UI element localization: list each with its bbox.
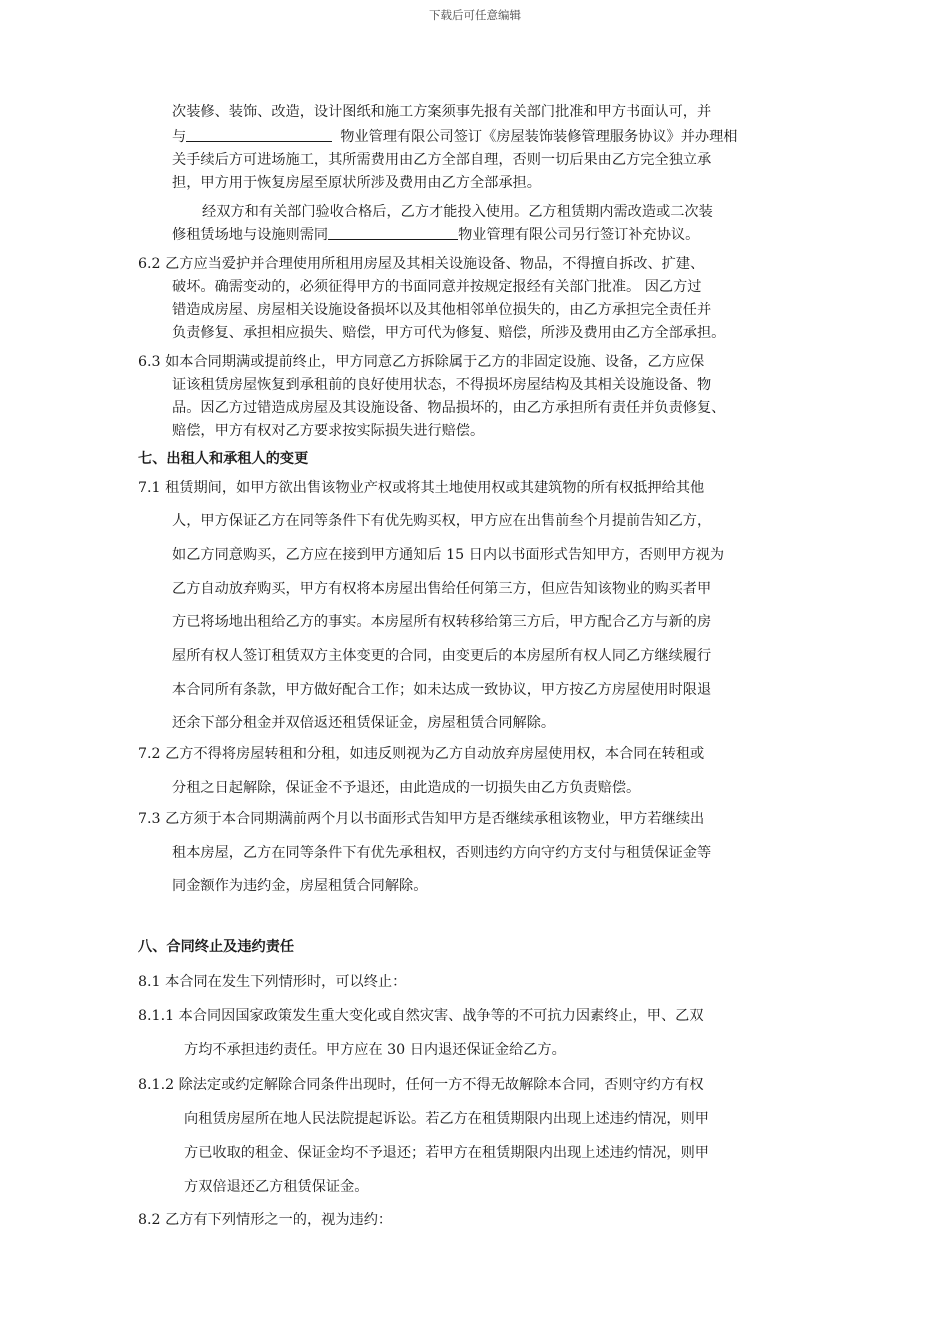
clause-line: 7.1 租赁期间，如甲方欲出售该物业产权或将其土地使用权或其建筑物的所有权抵押给其他 — [138, 480, 705, 496]
paragraph-line: 担，甲方用于恢复房屋至原状所涉及费用由乙方全部承担。 — [172, 175, 541, 191]
clause-line: 分租之日起解除，保证金不予退还，由此造成的一切损失由乙方负责赔偿。 — [172, 780, 641, 796]
clause-line: 方已收取的租金、保证金均不予退还；若甲方在租赁期限内出现上述违约情况，则甲 — [184, 1145, 709, 1161]
clause-line: 方双倍退还乙方租赁保证金。 — [184, 1179, 369, 1195]
paragraph-text: 与 — [172, 129, 187, 145]
paragraph-text: 物业管理有限公司签订《房屋装饰装修管理服务协议》并办理相 — [340, 129, 738, 145]
paragraph-text: 物业管理有限公司另行签订补充协议。 — [458, 227, 700, 243]
paragraph-line: 次装修、装饰、改造，设计图纸和施工方案须事先报有关部门批准和甲方书面认可，并 — [172, 104, 712, 120]
clause-line: 7.3 乙方须于本合同期满前两个月以书面形式告知甲方是否继续承租该物业，甲方若继续出 — [138, 811, 705, 827]
clause-line: 人，甲方保证乙方在同等条件下有优先购买权，甲方应在出售前叁个月提前告知乙方， — [172, 513, 712, 529]
clause-line: 品。因乙方过错造成房屋及其设施设备、物品损坏的，由乙方承担所有责任并负责修复、 — [172, 400, 726, 416]
clause-line: 方均不承担违约责任。甲方应在 30 日内退还保证金给乙方。 — [184, 1042, 566, 1058]
clause-line: 6.3 如本合同期满或提前终止，甲方同意乙方拆除属于乙方的非固定设施、设备，乙方应保 — [138, 354, 705, 370]
paragraph-text: 修租赁场地与设施则需同 — [172, 227, 329, 243]
section-heading: 七、出租人和承租人的变更 — [138, 451, 309, 467]
paragraph-line — [172, 225, 699, 245]
clause-line: 证该租赁房屋恢复到承租前的良好使用状态，不得损坏房屋结构及其相关设施设备、物 — [172, 377, 712, 393]
blank-field — [186, 127, 332, 142]
clause-line: 7.2 乙方不得将房屋转租和分租，如违反则视为乙方自动放弃房屋使用权，本合同在转租或 — [138, 746, 705, 762]
clause-line: 屋所有权人签订租赁双方主体变更的合同，由变更后的本房屋所有权人同乙方继续履行 — [172, 648, 712, 664]
clause-line: 同金额作为违约金，房屋租赁合同解除。 — [172, 878, 428, 894]
section-heading: 八、合同终止及违约责任 — [138, 939, 295, 955]
clause-line: 错造成房屋、房屋相关设施设备损坏以及其他相邻单位损失的，由乙方承担完全责任并 — [172, 302, 712, 318]
clause-line: 8.1.2 除法定或约定解除合同条件出现时，任何一方不得无故解除本合同，否则守约方有权 — [138, 1077, 704, 1093]
clause-line: 8.1 本合同在发生下列情形时，可以终止： — [138, 974, 407, 990]
clause-line: 还余下部分租金并双倍返还租赁保证金，房屋租赁合同解除。 — [172, 715, 556, 731]
clause-line: 向租赁房屋所在地人民法院提起诉讼。若乙方在租赁期限内出现上述违约情况，则甲 — [184, 1111, 709, 1127]
clause-line: 方已将场地出租给乙方的事实。本房屋所有权转移给第三方后，甲方配合乙方与新的房 — [172, 614, 712, 630]
clause-line: 8.2 乙方有下列情形之一的，视为违约： — [138, 1212, 393, 1228]
paragraph-line: 关手续后方可进场施工，其所需费用由乙方全部自理，否则一切后果由乙方完全独立承 — [172, 152, 712, 168]
clause-line: 如乙方同意购买，乙方应在接到甲方通知后 15 日内以书面形式告知甲方，否则甲方视为 — [172, 547, 725, 563]
clause-line: 租本房屋，乙方在同等条件下有优先承租权，否则违约方向守约方支付与租赁保证金等 — [172, 845, 712, 861]
blank-field — [328, 225, 458, 240]
clause-line: 乙方自动放弃购买，甲方有权将本房屋出售给任何第三方，但应告知该物业的购买者甲 — [172, 581, 712, 597]
clause-line: 本合同所有条款，甲方做好配合工作；如未达成一致协议，甲方按乙方房屋使用时限退 — [172, 682, 712, 698]
clause-line: 破坏。确需变动的，必须征得甲方的书面同意并按规定报经有关部门批准。 因乙方过 — [172, 279, 702, 295]
page-header: 下载后可任意编辑 — [429, 8, 521, 22]
paragraph-line: 经双方和有关部门验收合格后，乙方才能投入使用。乙方租赁期内需改造或二次装 — [202, 204, 713, 220]
clause-line: 赔偿，甲方有权对乙方要求按实际损失进行赔偿。 — [172, 423, 485, 439]
clause-line: 8.1.1 本合同因国家政策发生重大变化或自然灾害、战争等的不可抗力因素终止，甲、乙双 — [138, 1008, 704, 1024]
clause-line: 负责修复、承担相应损失、赔偿，甲方可代为修复、赔偿，所涉及费用由乙方全部承担。 — [172, 325, 726, 341]
paragraph-line — [172, 127, 737, 147]
clause-line: 6.2 乙方应当爱护并合理使用所租用房屋及其相关设施设备、物品，不得擅自拆改、扩建、 — [138, 256, 705, 272]
